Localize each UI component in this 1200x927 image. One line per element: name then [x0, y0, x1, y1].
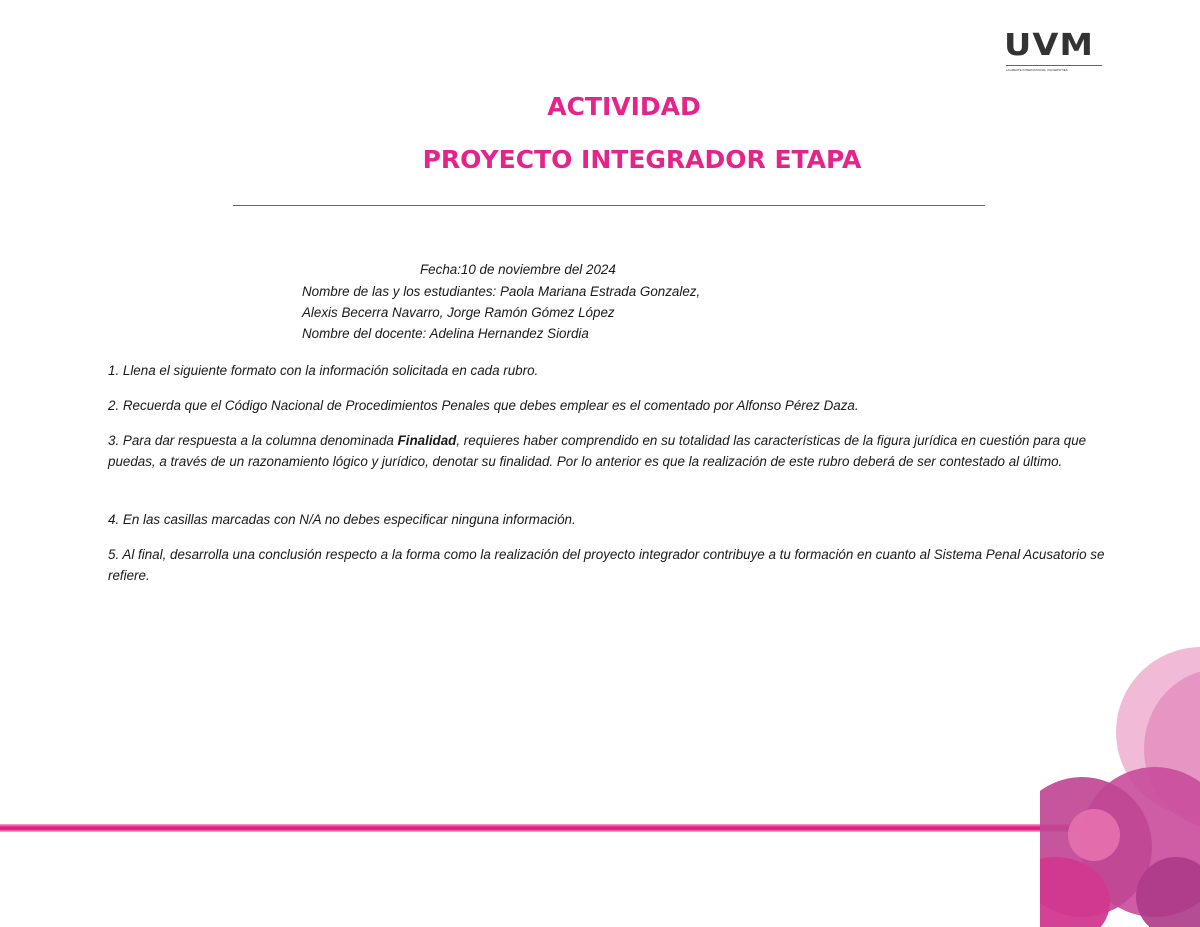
instruction-4: 4. En las casillas marcadas con N/A no debes especificar ninguna información.	[108, 512, 576, 527]
teacher-line: Nombre del docente: Adelina Hernandez Siordia	[302, 326, 589, 341]
decor-circle	[1068, 809, 1120, 861]
students-line-continued: Alexis Becerra Navarro, Jorge Ramón Gómez López	[302, 305, 615, 320]
page-title: ACTIVIDAD	[547, 92, 701, 121]
logo-divider	[1006, 65, 1102, 66]
instruction-3-body: , requieres haber comprendido en su totalidad las características de la figura jurídica en cuestión para que puedas, a través de un razonamiento lógico y jurídico, denotar su finalidad. Por lo anterior es que la realización de este rubro deberá de ser contestado al último.	[108, 433, 1087, 469]
students-line: Nombre de las y los estudiantes: Paola Mariana Estrada Gonzalez,	[302, 284, 701, 299]
instruction-1: 1. Llena el siguiente formato con la información solicitada en cada rubro.	[108, 363, 539, 378]
decorative-circles	[1040, 647, 1200, 927]
instruction-2: 2. Recuerda que el Código Nacional de Procedimientos Penales que debes emplear es el comentado por Alfonso Pérez Daza.	[108, 398, 859, 413]
uvm-logo	[1004, 30, 1104, 72]
instruction-3-keyword: Finalidad	[397, 433, 457, 448]
instruction-3-intro: 3. Para dar respuesta a la columna denominada	[108, 433, 398, 448]
instruction-3	[108, 430, 1108, 472]
title-divider	[233, 205, 985, 206]
logo-tagline: LAUREATE INTERNATIONAL UNIVERSITIES	[1006, 68, 1068, 72]
instruction-5: 5. Al final, desarrolla una conclusión respecto a la forma como la realización del proyecto integrador contribuye a tu formación en cuanto al Sistema Penal Acusatorio se refiere.	[108, 547, 1105, 583]
date-line: Fecha:10 de noviembre del 2024	[420, 262, 616, 277]
footer-stripe	[0, 824, 1120, 832]
page-subtitle: PROYECTO INTEGRADOR ETAPA	[422, 145, 862, 174]
logo-wordmark: UVM	[1004, 28, 1095, 63]
